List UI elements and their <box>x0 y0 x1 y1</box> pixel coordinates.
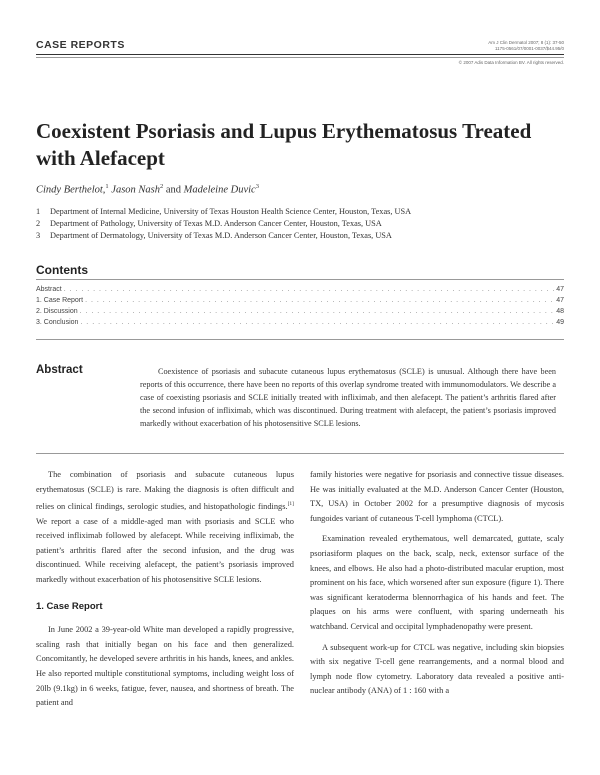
contents-bottom-rule <box>36 339 564 340</box>
affiliation <box>36 231 392 240</box>
toc-leader <box>80 319 554 326</box>
toc-entry-abstract[interactable] <box>36 286 564 296</box>
abstract-text: Coexistence of psoriasis and subacute cutaneous lupus erythematosus (SCLE) is unusual. Although there have been reports of this occurrence, there have been no reports of this overlap syndrome treated with immunomodulators. We describe a case of coexisting psoriasis and SCLE initially treated with infliximab, and then alefacept. The patient’s arthritis flared after the second infusion of infliximab, which was discontinued. During treatment with alefacept, the patient’s psoriasis improved markedly without exacerbation of his photosensitive SCLE lesions. <box>140 367 556 429</box>
affiliation <box>36 219 382 228</box>
affiliation-text: Department of Internal Medicine, University of Texas Houston Health Science Center, Houston, Texas, USA <box>50 207 412 216</box>
case-report-paragraph: In June 2002 a 39-year-old White man developed a rapidly progressive, scaling rash that initially began on his face and then generalized. Concomitantly, he developed severe arthritis in his hands, knees, and ankles. He also reported multiple constitutional symptoms, including weight loss of 20lb (9.1kg) in 6 weeks, fatigue, fever, nausea, and shortness of breath. The patient and <box>36 625 294 708</box>
toc-entry-conclusion[interactable] <box>36 319 564 329</box>
toc-label: 2. Discussion <box>36 308 78 315</box>
intro-text-continued: We report a case of a middle-aged man with psoriasis and SCLE who received infliximab followed by alefacept. While receiving infliximab, the patient’s arthritis flared after the second infusion, and the drug was discontinued. While receiving alefacept, the patient’s psoriasis improved markedly without exacerbation of his photosensitive SCLE lesions. <box>36 516 294 584</box>
author-list <box>36 183 259 196</box>
affiliation-number: 1 <box>36 207 41 216</box>
affiliation-number: 2 <box>36 219 41 228</box>
article-title: Coexistent Psoriasis and Lupus Erythematosus Treated with Alefacept <box>36 119 532 170</box>
journal-citation: Am J Clin Dermatol 2007; 8 (1): 37-50 <box>488 40 564 45</box>
body-column-right <box>310 468 564 699</box>
author-name: Jason Nash <box>111 184 160 196</box>
affiliation-text: Department of Dermatology, University of Texas M.D. Anderson Cancer Center, Houston, Texas, USA <box>50 231 392 240</box>
section-heading-case-report: 1. Case Report <box>36 600 103 612</box>
header-rule-thin <box>36 57 564 58</box>
toc-page: 49 <box>556 319 564 326</box>
affiliation <box>36 207 411 216</box>
intro-text: The combination of psoriasis and subacute cutaneous lupus erythematosus (SCLE) is rare. Making the diagnosis is often difficult and relies on clinical findings, serologic studies, and histopathologic findings. <box>36 470 294 511</box>
toc-leader <box>80 308 555 315</box>
issn: 1175-0561/07/0001-0037/$44.95/0 <box>495 46 564 51</box>
section-label: CASE REPORTS <box>36 39 125 51</box>
author-affiliation-marker: 3 <box>255 183 259 190</box>
author-affiliation-marker: 2 <box>160 183 164 190</box>
abstract-bottom-rule <box>36 453 564 454</box>
toc-page: 47 <box>556 286 564 293</box>
affiliation-text: Department of Pathology, University of Texas M.D. Anderson Cancer Center, Houston, Texas, USA <box>50 219 382 228</box>
toc-leader <box>85 297 554 304</box>
toc-label: 1. Case Report <box>36 297 84 304</box>
body-paragraph: A subsequent work-up for CTCL was negative, including skin biopsies with six negative T-cell gene rearrangements, and a normal blood and lymph node flow cytometry. Laboratory data revealed a positive anti-nuclear antibody (ANA) of 1 : 160 with a <box>310 642 564 696</box>
toc-page: 47 <box>556 297 564 304</box>
body-column-left <box>36 468 294 711</box>
citation-ref[interactable]: [1] <box>287 501 294 508</box>
body-paragraph: Examination revealed erythematous, well demarcated, guttate, scaly psoriasiform plaques on the back, scalp, neck, extensor surface of the knees, and elbows. He also had a photo-distributed macular eruption, most prominent on his face, which worsened after sun exposure (figure 1). There was significant keratoderma blennorrhagica of his hands and feet. The plaques on his arms were confluent, with sparing underneath his watchband. Cervical and occipital lymphadenopathy were present. <box>310 534 564 631</box>
toc-label: Abstract <box>36 286 62 293</box>
toc-page: 48 <box>556 308 564 315</box>
contents-heading: Contents <box>36 263 88 277</box>
author-conjunction: and <box>165 184 182 196</box>
author-affiliation-marker: 1 <box>105 183 109 190</box>
toc-label: 3. Conclusion <box>36 319 79 326</box>
toc-entry-case-report[interactable] <box>36 297 564 307</box>
toc-leader <box>64 286 555 293</box>
author-name: Cindy Berthelot, <box>36 184 106 196</box>
author-name: Madeleine Duvic <box>183 184 256 196</box>
abstract-heading: Abstract <box>36 364 83 376</box>
copyright: © 2007 Adis Data Information BV. All rights reserved. <box>458 60 564 65</box>
contents-rule <box>36 279 564 280</box>
header-rule <box>36 54 564 55</box>
affiliation-number: 3 <box>36 231 41 240</box>
toc-entry-discussion[interactable] <box>36 308 564 318</box>
body-paragraph: family histories were negative for psoriasis and connective tissue diseases. He was initially evaluated at the M.D. Anderson Cancer Center (Houston, TX, USA) in October 2002 for a presumptive diagnosis of mycosis fungoides variant of cutaneous T-cell lymphoma (CTCL). <box>310 470 564 523</box>
intro-paragraph <box>36 468 294 588</box>
